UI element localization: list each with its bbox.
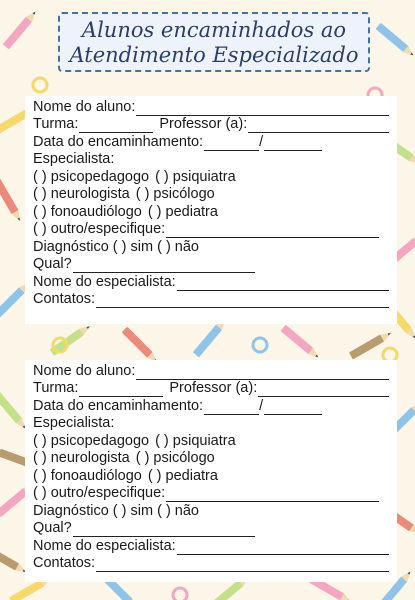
pencil-doodle — [349, 330, 393, 360]
student-name-row — [33, 98, 389, 116]
class-label: Turma: — [33, 116, 79, 132]
specialist-name-label: Nome do especialista: — [33, 273, 176, 290]
title-line-1: Alunos encaminhados ao — [81, 18, 347, 42]
option-row-1 — [33, 432, 389, 450]
diagnosis-label[interactable]: Diagnóstico ( ) sim ( ) não — [33, 238, 199, 255]
option-outro[interactable]: ( ) outro/especifique: — [33, 485, 166, 501]
date-day-field[interactable] — [204, 402, 259, 415]
option-psiquiatra[interactable]: ( ) psiquiatra — [155, 432, 236, 449]
option-row-4 — [33, 485, 389, 503]
student-name-row — [33, 362, 389, 380]
class-teacher-row — [33, 380, 389, 398]
other-specify-field[interactable] — [166, 489, 379, 502]
contacts-row — [33, 555, 389, 573]
other-specify-field[interactable] — [166, 225, 379, 238]
title-banner — [58, 12, 370, 72]
option-psiquiatra[interactable]: ( ) psiquiatra — [155, 168, 236, 185]
teacher-field[interactable] — [258, 384, 389, 397]
option-psicologo[interactable]: ( ) psicólogo — [135, 450, 215, 466]
which-field[interactable] — [73, 524, 255, 537]
referral-date-label: Data do encaminhamento: — [33, 397, 204, 414]
which-field[interactable] — [73, 260, 255, 273]
which-row — [33, 520, 389, 538]
class-label: Turma: — [33, 380, 79, 396]
class-teacher-row — [33, 116, 389, 134]
option-row-4 — [33, 221, 389, 239]
teacher-field[interactable] — [248, 120, 389, 133]
which-label: Qual? — [33, 256, 72, 272]
specialist-name-field[interactable] — [177, 278, 389, 291]
option-psicopedagogo[interactable]: ( ) psicopedagogo — [33, 432, 150, 449]
option-fonoaudiologo[interactable]: ( ) fonoaudiólogo — [33, 467, 142, 484]
ring-doodle — [253, 338, 267, 352]
option-row-3 — [33, 467, 389, 485]
option-row-2 — [33, 450, 389, 468]
contacts-field[interactable] — [96, 559, 389, 572]
contacts-label: Contatos: — [33, 555, 96, 571]
specialist-name-label: Nome do especialista: — [33, 537, 176, 554]
pencil-doodle — [3, 9, 39, 49]
class-field[interactable] — [79, 384, 163, 397]
ring-doodle — [33, 78, 47, 92]
class-field[interactable] — [79, 120, 153, 133]
option-psicopedagogo[interactable]: ( ) psicopedagogo — [33, 168, 150, 185]
student-name-field[interactable] — [136, 103, 389, 116]
date-separator: / — [259, 397, 264, 414]
option-psicologo[interactable]: ( ) psicólogo — [135, 186, 215, 202]
specialist-heading-row — [33, 415, 389, 433]
option-neurologista[interactable]: ( ) neurologista — [33, 450, 130, 466]
referral-date-row — [33, 397, 389, 415]
student-name-label: Nome do aluno: — [33, 362, 136, 379]
referral-date-row — [33, 133, 389, 151]
specialist-name-field[interactable] — [177, 542, 389, 555]
option-pediatra[interactable]: ( ) pediatra — [147, 203, 218, 220]
date-month-field[interactable] — [264, 402, 322, 415]
diagnosis-row — [33, 502, 389, 520]
pencil-doodle — [0, 179, 23, 223]
contacts-label: Contatos: — [33, 291, 96, 307]
option-row-2 — [33, 186, 389, 204]
pencil-doodle — [0, 546, 28, 576]
teacher-label: Professor (a): — [169, 380, 258, 396]
contacts-row — [33, 291, 389, 309]
contacts-field[interactable] — [96, 295, 389, 308]
specialist-heading: Especialista: — [33, 415, 115, 431]
date-separator: / — [259, 133, 264, 150]
option-row-1 — [33, 168, 389, 186]
teacher-label: Professor (a): — [159, 116, 248, 132]
specialist-heading: Especialista: — [33, 151, 115, 167]
option-row-3 — [33, 203, 389, 221]
option-outro[interactable]: ( ) outro/especifique: — [33, 221, 166, 237]
title-line-2: Atendimento Especializado — [69, 43, 359, 67]
option-fonoaudiologo[interactable]: ( ) fonoaudiólogo — [33, 203, 142, 220]
referral-form-1 — [25, 96, 397, 324]
ring-doodle — [173, 588, 187, 600]
which-row — [33, 256, 389, 274]
referral-form-2 — [25, 360, 397, 582]
date-month-field[interactable] — [264, 138, 322, 151]
student-name-field[interactable] — [136, 367, 389, 380]
pencil-doodle — [376, 23, 415, 59]
pencil-doodle — [281, 325, 321, 361]
specialist-heading-row — [33, 151, 389, 169]
specialist-name-row — [33, 273, 389, 291]
option-pediatra[interactable]: ( ) pediatra — [147, 467, 218, 484]
date-day-field[interactable] — [204, 138, 259, 151]
referral-date-label: Data do encaminhamento: — [33, 133, 204, 150]
which-label: Qual? — [33, 520, 72, 536]
specialist-name-row — [33, 537, 389, 555]
diagnosis-row — [33, 238, 389, 256]
student-name-label: Nome do aluno: — [33, 98, 136, 115]
option-neurologista[interactable]: ( ) neurologista — [33, 186, 130, 202]
diagnosis-label[interactable]: Diagnóstico ( ) sim ( ) não — [33, 502, 199, 519]
